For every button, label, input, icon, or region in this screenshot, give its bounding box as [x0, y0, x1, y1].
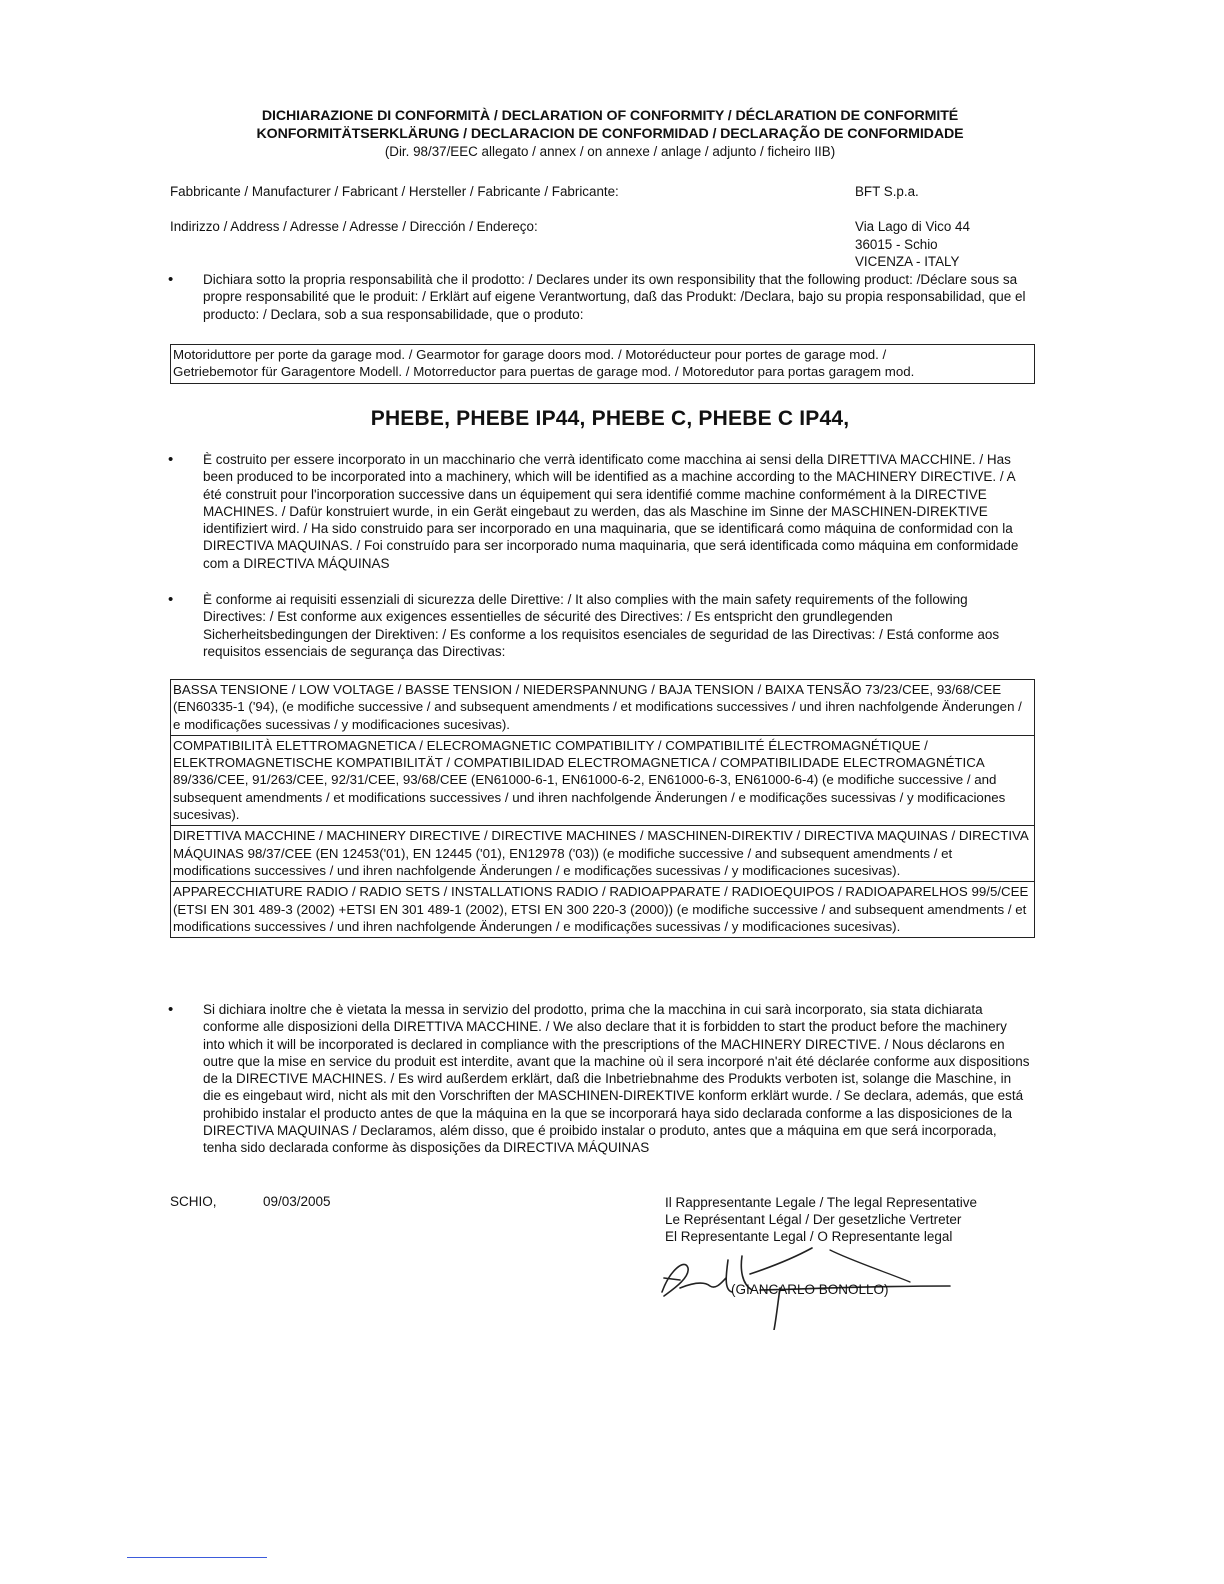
complies-paragraph — [168, 591, 1030, 660]
product-line1: Motoriduttore per porte da garage mod. / Gearmotor for garage doors mod. / Motoréducteur pour portes de garage mod. / — [173, 347, 887, 362]
signing-date: 09/03/2005 — [263, 1194, 331, 1209]
rep-title-line2: Le Représentant Légal / Der gesetzliche Vertreter — [665, 1212, 962, 1227]
address-line3: VICENZA - ITALY — [855, 254, 960, 269]
declares-text: Dichiara sotto la propria responsabilità che il prodotto: / Declares under its own responsibility that the following product: /Déclare sous sa propre responsabilité que le produit: / Erklärt auf eigene Verantwortung, daß das Produkt: /Declara, bajo su propia responsabilidad, que el producto: / Declara, sob a sua responsabilidade, que o produto: — [203, 272, 1026, 322]
manufacturer-label: Fabbricante / Manufacturer / Fabricant / Hersteller / Fabricante / Fabricante: — [170, 184, 619, 199]
bullet-icon — [168, 271, 178, 288]
forbidden-text: Si dichiara inoltre che è vietata la messa in servizio del prodotto, prima che la macchina in cui sarà incorporato, sia stata dichiarata conforme alle disposizioni della DIRETTIVA MACCHINE. / We also declare that it is forbidden to start the product before the machinery into which it will be incorporated is declared in compliance with the prescriptions of the MACHINERY DIRECTIVE. / Nous déclarons en outre que la mise en service du produit est interdite, avant que la machine où il sera incorporé n'ait été déclarée conforme aux dispositions de la DIRECTIVE MACHINES. / Es wird außerdem erklärt, daß die Inbetriebnahme des Produkts verboten ist, solange die Maschine, in die es eingebaut wird, nicht als mit den Vorschriften der MASCHINEN-DIREKTIVE konform erklärt wurde. / Se declara, además, que está prohibido instalar el producto antes de que la máquina en la que se incorporará haya sido declarada conforme a las disposiciones de la DIRECTIVA MAQUINAS / Declaramos, além disso, que é proibido instalar o produto, antes que a máquina em que será incorporada, tenha sido declarada conforme às disposições da DIRECTIVA MÁQUINAS — [203, 1002, 1030, 1156]
bullet-icon — [168, 591, 178, 608]
document-header — [170, 107, 1050, 161]
forbidden-paragraph — [168, 1001, 1030, 1157]
product-line2: Getriebemotor für Garagentore Modell. / Motorreductor para puertas de garage mod. / Motoredutor para portas garagem mod. — [173, 364, 915, 380]
header-title-line2: KONFORMITÄTSERKLÄRUNG / DECLARACION DE CONFORMIDAD / DECLARAÇÃO DE CONFORMIDADE — [256, 126, 964, 142]
bottom-divider — [127, 1557, 267, 1558]
header-directive-annex: (Dir. 98/37/EEC allegato / annex / on annexe / anlage / adjunto / ficheiro IIB) — [384, 144, 836, 159]
product-box — [170, 344, 1035, 384]
directives-table — [170, 679, 1035, 938]
complies-text: È conforme ai requisiti essenziali di sicurezza delle Direttive: / It also complies with the main safety requirements of the following Directives: / Est conforme aux exigences essentielles de sécurité des Directives: / Es entspricht den grundlegenden Sicherheitsbedingungen der Direktiven: / Es conforme a los requisitos esenciales de seguridad de las Directivas: / Está conforme aos requisitos essenciais de segurança das Directivas: — [203, 592, 1000, 659]
incorporation-text: È costruito per essere incorporato in un macchinario che verrà identificato come macchina ai sensi della DIRETTIVA MACCHINE. / Has been produced to be incorporated into a machinery, which will be identified as a machine according to the MACHINERY DIRECTIVE. / A été construit pour l'incorporation successive dans un équipement qui sera identifié comme machine conformément à la DIRECTIVE MACHINES. / Dafür konstruiert wurde, in ein Gerät eingebaut zu werden, das als Maschine im Sinne der MASCHINEN-DIREKTIVE identifiziert wird. / Ha sido construido para ser incorporado en una maquinaria, que se identificará como máquina de conformidad con la DIRECTIVA MAQUINAS. / Foi construído para ser incorporado numa maquinaria, que será identificada como máquina em conformidade com a DIRECTIVA MÁQUINAS — [203, 452, 1019, 571]
incorporation-paragraph — [168, 451, 1030, 572]
address-label: Indirizzo / Address / Adresse / Adresse / Dirección / Endereço: — [170, 219, 538, 234]
bullet-icon — [168, 1001, 178, 1018]
directive-radio: APPARECCHIATURE RADIO / RADIO SETS / INSTALLATIONS RADIO / RADIOAPPARATE / RADIOEQUIPOS / RADIOAPARELHOS 99/5/CEE (ETSI EN 301 489-3 (2002) +ETSI EN 301 489-1 (2002), ETSI EN 300 220-3 (2000)) (e modifiche successive / and subsequent amendments / et modifications successives / und ihren nachfolgende Änderungen / e modificações sucessivas / y modificaciones sucesivas). — [173, 884, 1029, 934]
directive-low-voltage: BASSA TENSIONE / LOW VOLTAGE / BASSE TENSION / NIEDERSPANNUNG / BAJA TENSION / BAIXA TENSÃO 73/23/CEE, 93/68/CEE (EN60335-1 ('94), (e modifiche successive / and subsequent amendments / et modifications successives / und ihren nachfolgende Änderungen / e modificações sucessivas / y modificaciones sucesivas). — [171, 680, 1034, 736]
address-line2: 36015 - Schio — [855, 236, 938, 252]
signing-place: SCHIO, — [170, 1194, 217, 1209]
product-models: PHEBE, PHEBE IP44, PHEBE C, PHEBE C IP44, — [370, 407, 850, 430]
rep-title-line1: Il Rappresentante Legale / The legal Representative — [665, 1195, 977, 1210]
declares-paragraph — [168, 271, 1030, 323]
handwritten-signature — [650, 1230, 970, 1330]
bullet-icon — [168, 451, 178, 468]
directive-emc: COMPATIBILITÀ ELETTROMAGNETICA / ELECROMAGNETIC COMPATIBILITY / COMPATIBILITÉ ÉLECTROMAGNÉTIQUE / ELEKTROMAGNETISCHE KOMPATIBILITÄT / COMPATIBILIDAD ELECTROMAGNETICA / COMPATIBILIDADE ELECTROMAGNÉTICA 89/336/CEE, 91/263/CEE, 92/31/CEE, 93/68/CEE (EN61000-6-1, EN61000-6-2, EN61000-6-3, EN61000-6-4) (e modifiche successive / and subsequent amendments / et modifications successives / und ihren nachfolgende Änderungen / e modificações sucessivas / y modificaciones sucesivas). — [171, 736, 1034, 826]
header-title-line1: DICHIARAZIONE DI CONFORMITÀ / DECLARATION OF CONFORMITY / DÉCLARATION DE CONFORMITÉ — [261, 108, 959, 124]
rep-title-line3: El Representante Legal / O Representante legal — [665, 1229, 953, 1244]
address-line1: Via Lago di Vico 44 — [855, 219, 970, 234]
directive-machinery: DIRETTIVA MACCHINE / MACHINERY DIRECTIVE / DIRECTIVE MACHINES / MASCHINEN-DIREKTIV / DIRECTIVA MAQUINAS / DIRECTIVA MÁQUINAS 98/37/CEE (EN 12453('01), EN 12445 ('01), EN12978 ('03)) (e modifiche successive / and subsequent amendments / et modifications successives / und ihren nachfolgende Änderungen / e modificações sucessivas / y modificaciones sucesivas). — [171, 826, 1034, 882]
manufacturer-value: BFT S.p.a. — [855, 184, 919, 199]
signatory-name: (GIANCARLO BONOLLO) — [731, 1282, 889, 1297]
